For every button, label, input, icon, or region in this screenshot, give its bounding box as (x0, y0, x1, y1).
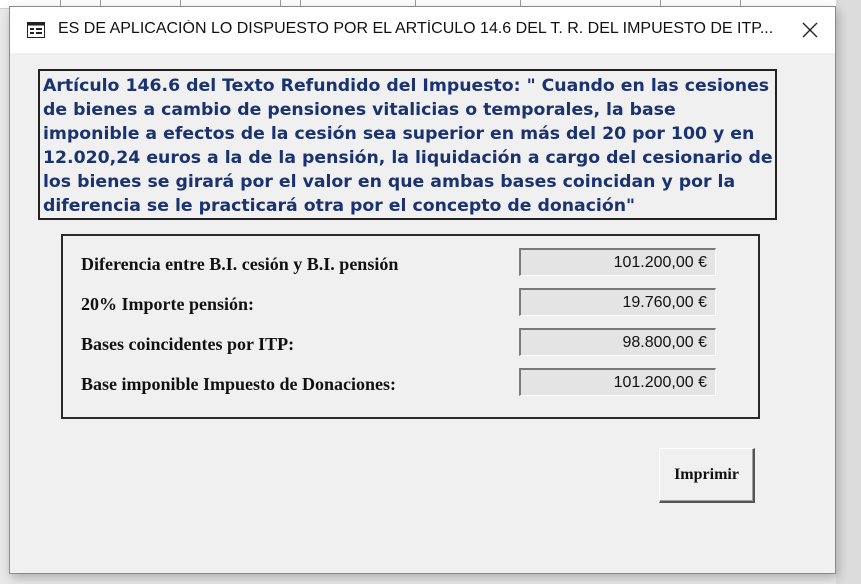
row-label-diferencia: Diferencia entre B.I. cesión y B.I. pensión (81, 254, 399, 274)
print-button[interactable]: Imprimir (659, 448, 755, 503)
value-field-base-donaciones[interactable]: 101.200,00 € (519, 368, 716, 396)
row-label-base-donaciones: Base imponible Impuesto de Donaciones: (81, 374, 397, 394)
background-window-edge (836, 0, 861, 584)
article-text: Artículo 146.6 del Texto Refundido del Impuesto: " Cuando en las cesiones de bienes a cambio de pensiones vitalicias o temporales, la base imponible a efectos de la cesión sea superior en más del 20 por 100 y en 12.020,24 euros a la de la pensión, la liquidación a cargo del cesionario de los bienes se girará por el valor en que ambas bases coincidan y por la diferencia se le practicará otra por el concepto de donación" (43, 76, 773, 216)
results-panel (61, 234, 760, 419)
row-label-importe-pension: 20% Importe pensión: (81, 294, 255, 314)
form-icon (27, 22, 45, 38)
close-icon (802, 22, 818, 38)
row-label-bases-coincidentes: Bases coincidentes por ITP: (81, 334, 295, 354)
article-text-box (38, 69, 777, 220)
value-field-bases-coincidentes[interactable]: 98.800,00 € (519, 328, 716, 356)
value-field-diferencia[interactable]: 101.200,00 € (519, 248, 716, 276)
value-field-importe-pension[interactable]: 19.760,00 € (519, 288, 716, 316)
dialog-window (9, 6, 836, 574)
window-title: ES DE APLICACIÓN LO DISPUESTO POR EL ARTÍCULO 14.6 DEL T. R. DEL IMPUESTO DE ITP... (58, 20, 774, 37)
close-button[interactable] (785, 7, 835, 53)
title-bar[interactable] (10, 7, 835, 53)
